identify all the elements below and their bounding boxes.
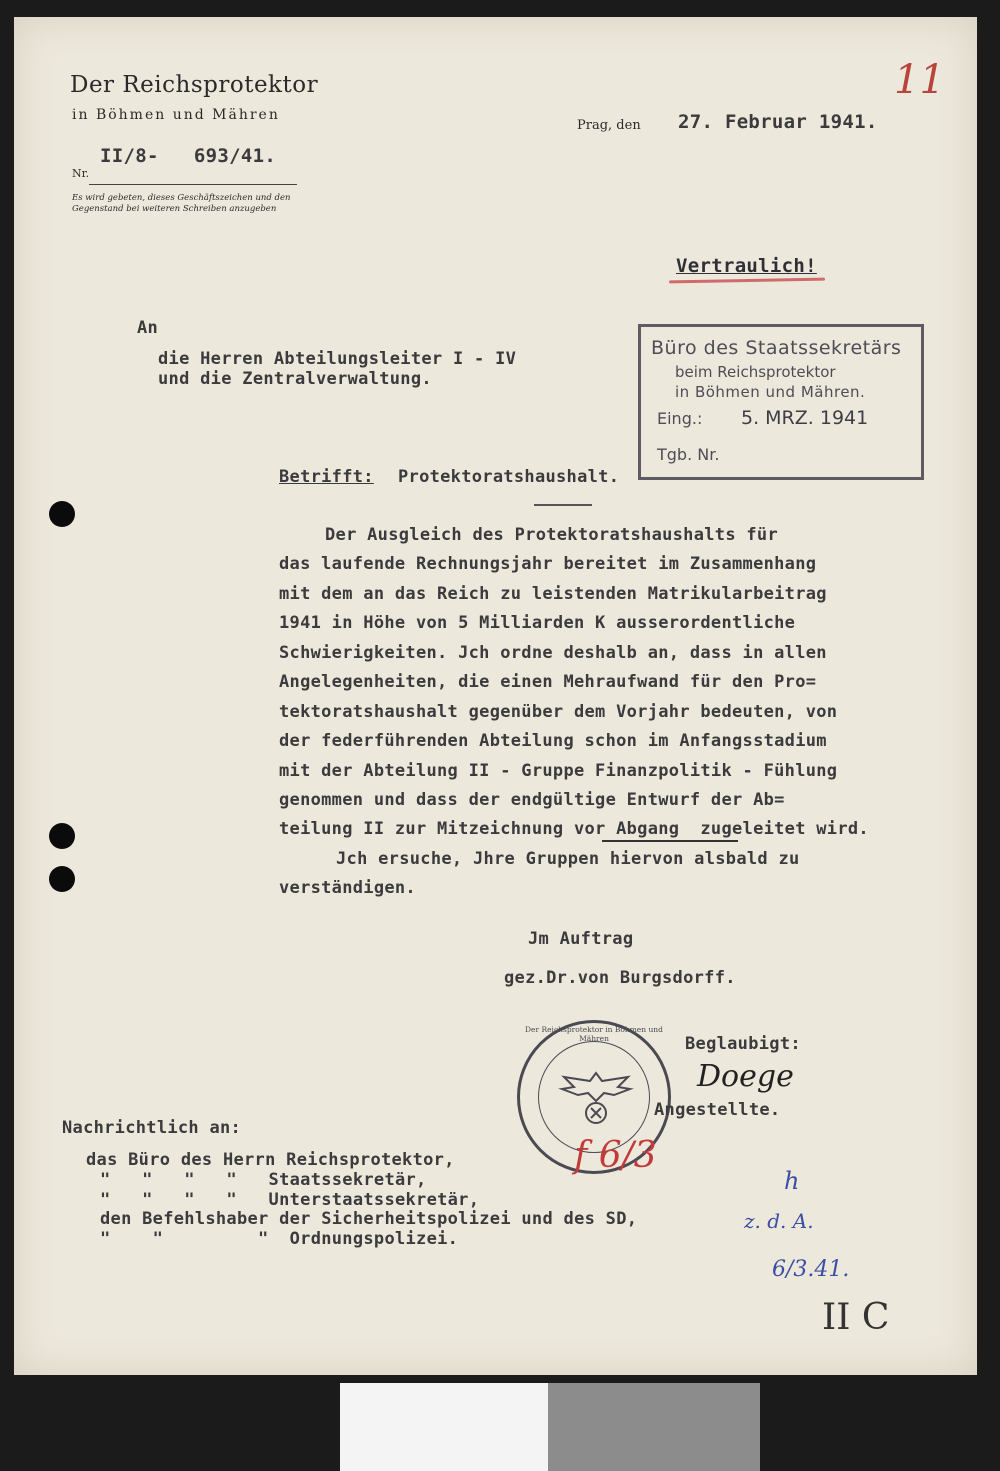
- cc-line: den Befehlshaber der Sicherheitspolizei und des SD,: [100, 1209, 638, 1229]
- stamp-line-2: beim Reichsprotektor: [675, 363, 836, 381]
- page-number: 11: [894, 57, 945, 103]
- cc-line: " " " " Staatssekretär,: [100, 1170, 427, 1190]
- classification-label: Vertraulich!: [676, 255, 817, 277]
- cc-line: das Büro des Herrn Reichsprotektor,: [86, 1150, 455, 1170]
- body-line: der federführenden Abteilung schon im Anfangsstadium: [279, 731, 827, 751]
- cc-heading: Nachrichtlich an:: [62, 1118, 242, 1138]
- recipient-an: An: [137, 318, 159, 338]
- stamp-line-3: in Böhmen und Mähren.: [675, 383, 866, 401]
- place-label: Prag, den: [577, 118, 641, 133]
- scan-calibration-white: [340, 1383, 548, 1471]
- received-stamp: [638, 324, 924, 480]
- reference-notice-line-2: Gegenstand bei weiteren Schreiben anzugeben: [72, 204, 277, 214]
- body-line: teilung II zur Mitzeichnung vor Abgang zugeleitet wird.: [279, 819, 869, 839]
- body-line: genommen und dass der endgültige Entwurf der Ab=: [279, 790, 785, 810]
- body-line: tektoratshaushalt gegenüber dem Vorjahr bedeuten, von: [279, 702, 838, 722]
- certification-signature: Doege: [697, 1059, 794, 1094]
- body-line: verständigen.: [279, 878, 416, 898]
- document-page: [14, 17, 977, 1375]
- subject-label: Betrifft:: [279, 467, 374, 487]
- body-line: Der Ausgleich des Protektoratshaushalts für: [325, 525, 778, 545]
- blue-initials: h: [784, 1167, 800, 1195]
- scan-calibration-gray: [548, 1383, 760, 1471]
- subject-separator: [534, 504, 592, 506]
- cc-line: " " " " Unterstaatssekretär,: [100, 1190, 480, 1210]
- body-line: Jch ersuche, Jhre Gruppen hiervon alsbald zu: [336, 849, 800, 869]
- body-line: das laufende Rechnungsjahr bereitet im Zusammenhang: [279, 554, 817, 574]
- body-line: mit der Abteilung II - Gruppe Finanzpolitik - Fühlung: [279, 761, 838, 781]
- cc-line: " " " Ordnungspolizei.: [100, 1229, 459, 1249]
- reference-rule: [89, 184, 297, 185]
- punch-hole: [49, 501, 75, 527]
- letterhead-title: Der Reichsprotektor: [70, 72, 319, 98]
- stamp-tgb-label: Tgb. Nr.: [657, 445, 720, 464]
- certification-role: Angestellte.: [654, 1100, 781, 1120]
- eagle-emblem-icon: [556, 1061, 636, 1131]
- classification-red-underline: [669, 278, 825, 284]
- body-line: Angelegenheiten, die einen Mehraufwand für den Pro=: [279, 672, 817, 692]
- recipient-line-1: die Herren Abteilungsleiter I - IV: [158, 349, 517, 369]
- body-line: Schwierigkeiten. Jch ordne deshalb an, dass in allen: [279, 643, 827, 663]
- body-line: 1941 in Höhe von 5 Milliarden K ausserordentliche: [279, 613, 796, 633]
- roman-numeral-mark: II C: [822, 1297, 890, 1338]
- letter-date: 27. Februar 1941.: [678, 111, 878, 133]
- stamp-line-1: Büro des Staatssekretärs: [651, 337, 902, 359]
- certification-label: Beglaubigt:: [685, 1034, 801, 1054]
- stamp-eing-date: 5. MRZ. 1941: [741, 407, 869, 429]
- punch-hole: [49, 823, 75, 849]
- blue-date-note: 6/3.41.: [772, 1257, 850, 1282]
- stamp-eing-label: Eing.:: [657, 409, 703, 428]
- body-line: mit dem an das Reich zu leistenden Matrikularbeitrag: [279, 584, 827, 604]
- closing-line-2: gez.Dr.von Burgsdorff.: [504, 968, 736, 988]
- closing-line-1: Jm Auftrag: [528, 929, 634, 949]
- red-pencil-mark: f 6/3: [574, 1135, 657, 1176]
- reference-notice-line-1: Es wird gebeten, dieses Geschäftszeichen und den: [72, 193, 291, 203]
- letterhead-subtitle: in Böhmen und Mähren: [72, 107, 280, 123]
- recipient-line-2: und die Zentralverwaltung.: [158, 369, 432, 389]
- seal-text: Der Reichsprotektor in Böhmen und Mähren: [525, 1025, 663, 1043]
- vor-abgang-underline: [602, 840, 738, 842]
- punch-hole: [49, 866, 75, 892]
- subject-text: Protektoratshaushalt.: [398, 467, 620, 487]
- blue-zda-note: z. d. A.: [744, 1209, 814, 1233]
- reference-number: II/8- 693/41.: [100, 145, 277, 167]
- nr-label: Nr.: [72, 167, 90, 180]
